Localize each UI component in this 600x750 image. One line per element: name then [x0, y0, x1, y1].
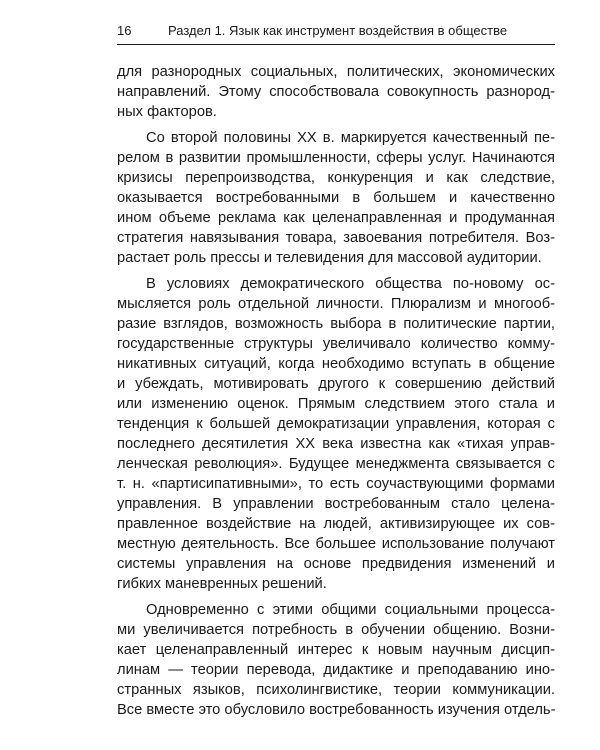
paragraph-1 — [117, 62, 555, 122]
body-text — [117, 62, 555, 720]
paragraph-3 — [117, 274, 555, 594]
text-line: Одновременно с этими общими социальными процесса- — [146, 602, 555, 618]
text-line: тенденция к большей демократизации управления, которая с — [117, 416, 555, 432]
text-line: государственные структуры увеличивало количество комму- — [117, 336, 555, 352]
text-line: растает роль прессы и телевидения для массовой аудитории. — [117, 250, 542, 266]
text-line: и убеждать, мотивировать другого к совершению действий — [117, 376, 555, 392]
text-line: системы управления на основе предвидения изменений и — [117, 556, 555, 572]
text-line: ми увеличивается потребность в обучении общению. Возни- — [117, 622, 555, 638]
text-line: направлений. Этому способствовала совокупность разнород- — [117, 84, 555, 100]
text-line: т. н. «партисипативными», то есть соучаствующими формами — [117, 476, 555, 492]
text-line: последнего десятилетия XX века известна как «тихая управ- — [117, 436, 555, 452]
text-line: никативных ситуаций, когда необходимо вступать в общение — [117, 356, 555, 372]
text-line: Все вместе это обусловило востребованность изучения отдель- — [117, 702, 555, 718]
text-line: Со второй половины XX в. маркируется качественный пе- — [146, 130, 555, 146]
text-line: или изменению оценок. Прямым следствием этого стала и — [117, 396, 555, 412]
text-line: странных языков, психолингвистике, теории коммуникации. — [117, 682, 555, 698]
text-line: ных факторов. — [117, 104, 217, 120]
text-line: кает целенаправленный интерес к новым научным дисцип- — [117, 642, 555, 658]
text-line: релом в развитии промышленности, сферы услуг. Начинаются — [117, 150, 555, 166]
text-line: ином объеме реклама как целенаправленная и продуманная — [117, 210, 555, 226]
text-line: разие взглядов, возможность выбора в политические партии, — [117, 316, 555, 332]
text-line: гибких маневренных решений. — [117, 576, 327, 592]
section-title: Раздел 1. Язык как инструмент воздействия в обществе — [168, 23, 508, 38]
text-line: местную деятельность. Все большее использование получают — [117, 536, 555, 552]
text-line: для разнородных социальных, политических, экономических — [117, 64, 555, 80]
page-number: 16 — [117, 23, 132, 38]
text-line: мысляется роль отдельной личности. Плюрализм и многооб- — [117, 296, 555, 312]
header-rule — [117, 44, 555, 45]
text-line: стратегия навязывания товара, завоевания потребителя. Воз- — [117, 230, 555, 246]
text-line: правленное воздействие на людей, активизирующее их сов- — [117, 516, 555, 532]
text-line: управления. В управлении востребованным стало целена- — [117, 496, 555, 512]
text-line: оказывается востребованными в большем и качественно — [117, 190, 555, 206]
text-line: В условиях демократического общества по-новому ос- — [146, 276, 555, 292]
text-line: ленческая революция». Будущее менеджмента связывается с — [117, 456, 555, 472]
running-header — [117, 14, 555, 42]
paragraph-2 — [117, 128, 555, 268]
text-line: линам — теории перевода, дидактике и преподаванию ино- — [117, 662, 555, 678]
paragraph-4 — [117, 600, 555, 720]
text-line: кризисы перепроизводства, конкуренция и как следствие, — [117, 170, 555, 186]
